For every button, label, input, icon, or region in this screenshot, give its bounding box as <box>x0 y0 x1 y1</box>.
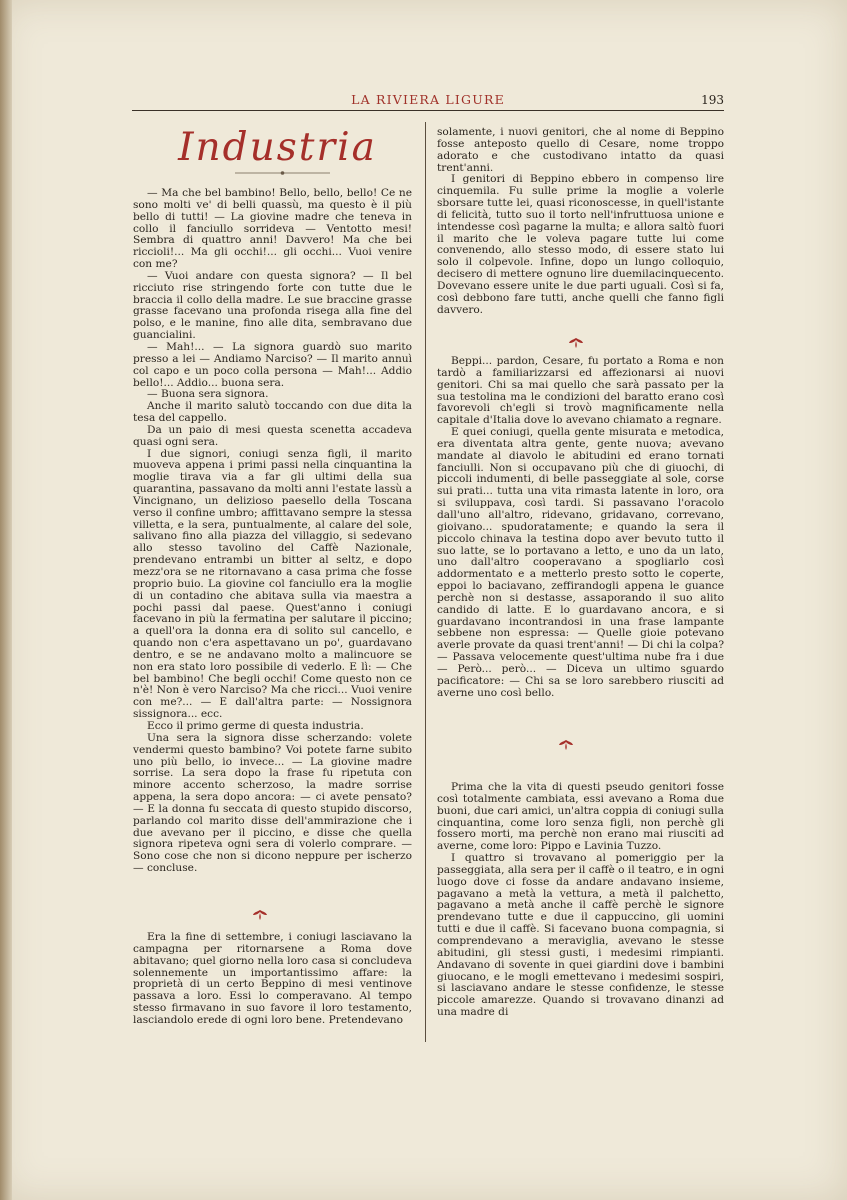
article-title: Industria <box>178 125 377 170</box>
paragraph: I quattro si trovavano al pomeriggio per la passeggiata, alla sera per il caffè o il teatro, e in ogni luogo dove ci fosse da andare andavano insieme, pagavano a metà la vettura, a metà il palchetto, pagavano a metà anche il caffè perchè le signore prendevano tutte e due il cappuccino, gli uomini tutti e due il caffè. Si facevano buona compagnia, si comprendevano a meraviglia, avevano le stesse abitudini, gli stessi gusti, i medesimi rimpianti. Andavano di sovente in quei giardini dove i bambini giuocano, e le mogli emettevano i medesimi sospiri, si lasciavano andare le stesse confidenze, le stesse piccole amarezze. Quando si trovavano dinanzi ad una madre di <box>437 852 724 1019</box>
paragraph: — Buona sera signora. <box>147 388 269 401</box>
left-column-top <box>133 188 412 875</box>
right-column-middle <box>437 356 724 699</box>
paragraph: Era la fine di settembre, i coniugi lasciavano la campagna per ritornarsene a Roma dove abitavano; quel giorno nella loro casa si concludeva solennemente un importantissimo affare: la proprietà di un certo Beppino di mesi ventinove passava a loro. Essi lo comperavano. Al tempo stesso firmavano in suo favore il loro testamento, lasciandolo erede di ogni loro bene. Pretendevano <box>133 931 412 1026</box>
paragraph: solamente, i nuovi genitori, che al nome di Beppino fosse anteposto quello di Cesare, nome troppo adorato e che custodivano intatto da quasi trent'anni. <box>437 126 724 174</box>
paragraph: Ecco il primo germe di questa industria. <box>147 719 364 732</box>
title-underline-ornament <box>235 170 330 176</box>
paragraph: I due signori, coniugi senza figli, il marito muoveva appena i primi passi nella cinquantina la moglie tirava via a far gli ultimi della sua quarantina, passavano da molti anni l'estate lassù a Vincignano, un delizioso paesello della Toscana verso il confine umbro; affittavano sempre la stessa villetta, e la sera, puntualmente, al calare del sole, salivano fino alla piazza del villaggio, si sedevano allo stesso tavolino del Caffè Nazionale, prendevano entrambi un bitter al seltz, e dopo mezz'ora se ne ritornavano a casa prima che fosse proprio buio. La giovine col fanciullo era la moglie di un contadino che abitava sulla via maestra a pochi passi dal paese. Quest'anno i coniugi facevano in più la fermatina per salutare il piccino; a quell'ora la donna era di solito sul cancello, e quando non c'era aspettavano un po', guardavano dentro, e se ne andavano molto a malincuore se non era stato loro possibile di vederlo. E lì: — Che bel bambino! Che begli occhi! Come questo non ce n'è! Non è vero Narciso? Ma che ricci... Vuoi venire con me?... — E dall'altra parte: — Nossignora sissignora... ecc. <box>133 447 412 721</box>
paragraph: E quei coniugi, quella gente misurata e metodica, era diventata altra gente, gente nuova; avevano mandate al diavolo le abitudini ed erano tornati fanciulli. Non si occupavano più che di giuochi, di piccoli indumenti, di belle passeggiate al sole, corse sui prati... tutta una vita rimasta latente in loro, ora si sviluppava, così tardi. Si passavano l'oracolo dall'uno all'altro, ridevano, gridavano, correvano, gioivano... spudoratamente; e quando la sera il piccolo chinava la testina dopo aver bevuto tutto il suo latte, se lo portavano a letto, e uno da un lato, uno dall'altro cooperavano a spogliarlo così addormentato e a metterlo presto sotto le coperte, eppoi lo baciavano, zeffirandogli appena le guance perchè non si destasse, assaporando il suo alito candido di latte. E lo guardavano ancora, e si guardavano incontrandosi in una frase lampante sebbene non espressa: — Quelle gioie potevano averle provate da quasi trent'anni! — Di chi la colpa? — Passava velocemente quest'ultima nube fra i due — Però... però... — Diceva un ultimo sguardo pacificatore: — Chi sa se loro sarebbero riusciti ad averne uno così bello. <box>437 426 724 699</box>
section-fleuron-left <box>250 908 270 922</box>
paragraph: — Vuoi andare con questa signora? — Il bel ricciuto rise stringendo forte con tutte due le braccia il collo della madre. Le sue braccine grasse grasse facevano una profonda risega alla fine del polso, e le manine, fino alle dita, sembravano due guancialini. <box>133 269 412 342</box>
paragraph: Anche il marito salutò toccando con due dita la tesa del cappello. <box>133 400 412 425</box>
paragraph: Da un paio di mesi questa scenetta accadeva quasi ogni sera. <box>133 423 412 448</box>
header-rule <box>132 110 724 111</box>
page-binding-edge <box>0 0 12 1200</box>
section-fleuron-right-1 <box>566 336 586 350</box>
paragraph: Beppi... pardon, Cesare, fu portato a Roma e non tardò a familiarizzarsi ed affezionarsi ai nuovi genitori. Chi sa mai quello che sarà passato per la sua testolina ma le condizioni del baratto erano così favorevoli ch'egli si trovò magnificamente nella capitale d'Italia dove lo avevano chiamato a regnare. <box>437 355 724 427</box>
page-header <box>132 90 724 112</box>
section-fleuron-right-2 <box>556 738 576 752</box>
paragraph: I genitori di Beppino ebbero in compenso lire cinquemila. Fu sulle prime la moglie a volerle sborsare tutte lei, quasi riconoscesse, in quell'istante di felicità, tutto suo il torto nell'infruttuosa unione e intendesse così pagarne la multa; e allora saltò fuori il marito che le voleva pagare tutte lui come convenendo, allo stesso modo, di essere stato lui solo il colpevole. Infine, dopo un lungo colloquio, decisero di mettere ognuno lire duemilacinquecento. Dovevano essere unite le due parti uguali. Così si fa, così debbono fare tutti, anche quelli che fanno figli davvero. <box>437 173 724 316</box>
page-number: 193 <box>701 93 724 107</box>
running-title: LA RIVIERA LIGURE <box>351 92 505 107</box>
paragraph: — Ma che bel bambino! Bello, bello, bello! Ce ne sono molti ve' di belli quassù, ma questo è il più bello di tutti! — La giovine madre che teneva in collo il fanciullo sorrideva — Ventotto mesi! Sembra di quattro anni! Davvero! Ma che bei riccioli!... Ma gli occhi!... gli occhi... Vuoi venire con me? <box>133 187 412 271</box>
right-column-top <box>437 127 724 317</box>
left-column-bottom <box>133 932 412 1027</box>
right-column-bottom <box>437 782 724 1019</box>
paragraph: Prima che la vita di questi pseudo genitori fosse così totalmente cambiata, essi avevano a Roma due buoni, due cari amici, un'altra coppia di coniugi sulla cinquantina, come loro senza figli, non perchè gli fossero morti, ma perchè non erano mai riusciti ad averne, come loro: Pippo e Lavinia Tuzzo. <box>437 781 724 853</box>
column-divider <box>425 122 426 1042</box>
paragraph: — Mah!... — La signora guardò suo marito presso a lei — Andiamo Narciso? — Il marito annuì col capo e un poco colla persona — Mah!... Addio bello!... Addio... buona sera. <box>133 340 412 389</box>
paragraph: Una sera la signora disse scherzando: volete vendermi questo bambino? Voi potete farne subito uno più bello, io invece... — La giovine madre sorrise. La sera dopo la frase fu ripetuta con minore accento scherzoso, la madre sorrise appena, la sera dopo ancora: — ci avete pensato? — E la donna fu seccata di questo stupido discorso, parlando col marito disse dell'ammirazione che i due avevano per il piccino, e disse che quella signora ripeteva ogni sera di volerlo comprare. — Sono cose che non si dicono neppure per ischerzo — concluse. <box>133 731 412 875</box>
article-title-block <box>140 124 415 176</box>
